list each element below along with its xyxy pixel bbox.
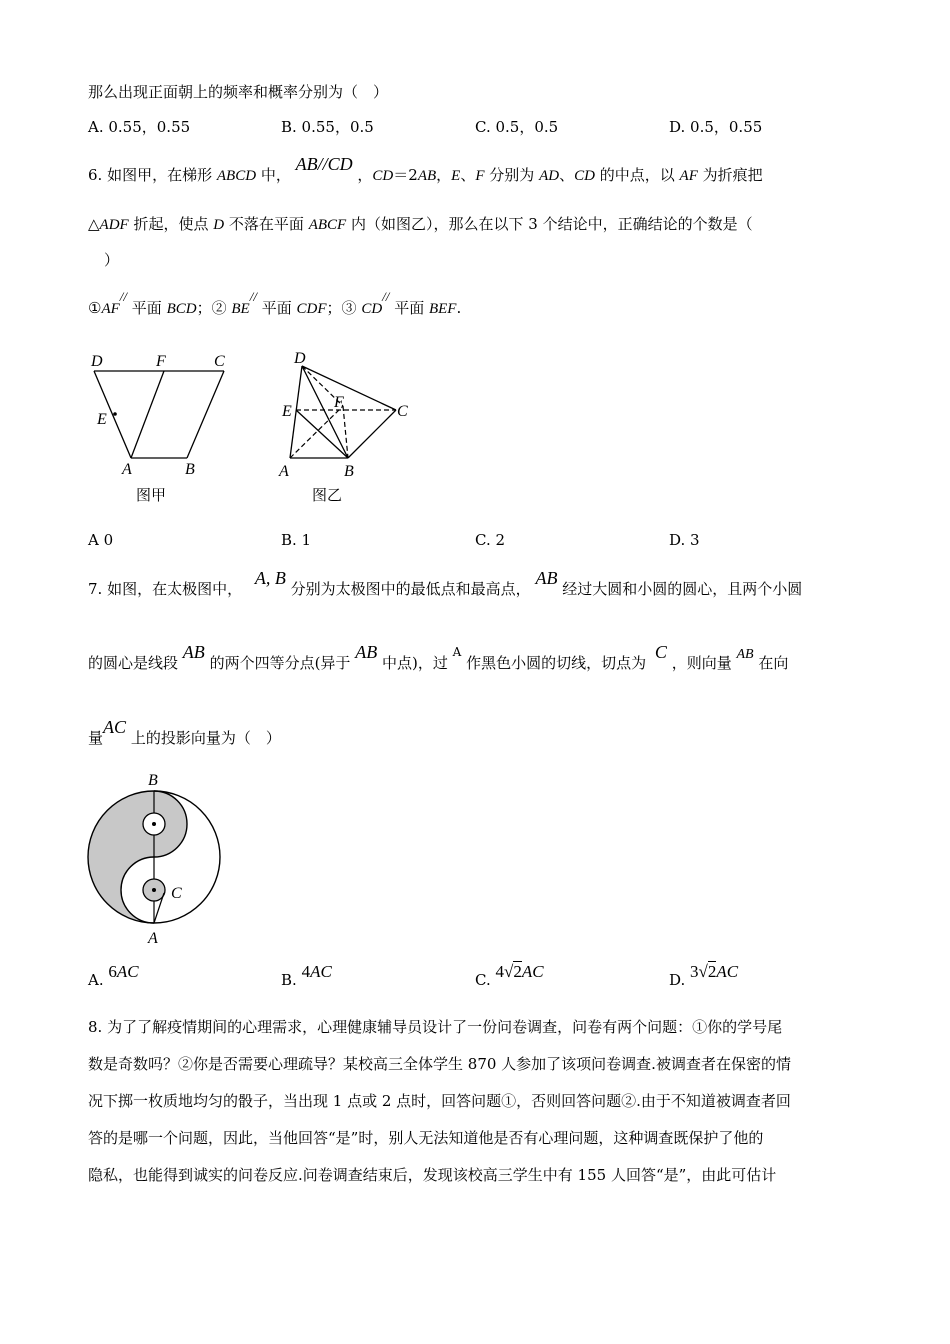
taiji-label-b: B bbox=[148, 772, 158, 789]
q7-line-2: 的圆心是线段 AB 的两个四等分点(异于 AB 中点)，过 $^A$ 作黑色小圆的切线，切点为 C ，则向量 AB 在向 bbox=[88, 642, 789, 672]
q8-line-1: 8. 为了了解疫情期间的心理需求，心理健康辅导员设计了一份问卷调查，问卷有两个问题：①你的学号尾 bbox=[88, 1018, 783, 1036]
q6-line-2: △ADF 折起，使点 D 不落在平面 ABCF 内（如图乙），那么在以下 3 个结论中，正确结论的个数是（ bbox=[88, 215, 753, 233]
fig2-label-e: E bbox=[282, 403, 292, 420]
fig1-label-b: B bbox=[185, 461, 195, 478]
q6-line-1: 6. 如图甲，在梯形 ABCD 中， AB//CD ，CD＝2AB，E、F 分别为 AD、CD 的中点，以 AF 为折痕把 bbox=[88, 154, 763, 184]
q7-line-1: 7. 如图，在太极图中， A, B 分别为太极图中的最低点和最高点， AB 经过大圆和小圆的圆心，且两个小圆 bbox=[88, 568, 803, 598]
q6-option-d: D. 3 bbox=[669, 531, 700, 549]
q6-option-b: B. 1 bbox=[281, 531, 312, 549]
fig1-label-f: F bbox=[156, 353, 166, 370]
q7-math-ab: A, B bbox=[254, 568, 286, 588]
folded-figure-2 bbox=[272, 346, 422, 512]
fig1-label-d: D bbox=[91, 353, 103, 370]
q6-math-parallel: AB//CD bbox=[295, 154, 353, 174]
fig1-caption: 图甲 bbox=[136, 488, 167, 504]
q5-option-c: C. 0.5，0.5 bbox=[475, 118, 559, 136]
q8-line-2: 数是奇数吗？②你是否需要心理疏导？某校高三全体学生 870 人参加了该项问卷调查.被调查者在保密的情 bbox=[88, 1055, 791, 1073]
q7-line-3: 量AC 上的投影向量为（ ） bbox=[88, 717, 281, 747]
fig2-label-d: D bbox=[294, 350, 306, 367]
q7-option-a: A. 6AC bbox=[88, 962, 139, 989]
q5-option-d: D. 0.5，0.55 bbox=[669, 118, 763, 136]
fig1-label-c: C bbox=[214, 353, 225, 370]
q5-option-a: A. 0.55，0.55 bbox=[88, 118, 191, 136]
q7-option-b: B. 4AC bbox=[281, 962, 332, 989]
q6-conclusions: ①AF// 平面 BCD；② BE// 平面 CDF；③ CD// 平面 BEF. bbox=[88, 289, 462, 317]
fig2-label-f: F bbox=[334, 394, 344, 411]
q7-option-c: C. 4√2AC bbox=[475, 962, 544, 989]
trapezoid-figure-1 bbox=[84, 346, 244, 512]
fig2-caption: 图乙 bbox=[312, 488, 343, 504]
fig2-label-b: B bbox=[344, 463, 354, 480]
q8-line-5: 隐私，也能得到诚实的问卷反应.问卷调查结束后，发现该校高三学生中有 155 人回答“是”，由此可估计 bbox=[88, 1166, 777, 1184]
q6-option-c: C. 2 bbox=[475, 531, 506, 549]
q7-math-ab-2: AB bbox=[535, 568, 558, 588]
fig2-label-a: A bbox=[279, 463, 289, 480]
q6-option-a: A 0 bbox=[88, 531, 114, 549]
taiji-label-c: C bbox=[171, 885, 182, 902]
q6-line-3: ） bbox=[104, 251, 120, 269]
q8-line-4: 答的是哪一个问题，因此，当他回答“是”时，别人无法知道他是否有心理问题，这种调查既保护了他的 bbox=[88, 1129, 764, 1147]
fig2-label-c: C bbox=[397, 403, 408, 420]
taiji-figure bbox=[84, 765, 234, 950]
fig1-label-e: E bbox=[97, 411, 107, 428]
q7-option-d: D. 3√2AC bbox=[669, 962, 739, 989]
q8-line-3: 况下掷一枚质地均匀的骰子，当出现 1 点或 2 点时，回答问题①，否则回答问题②.由于不知道被调查者回 bbox=[88, 1092, 791, 1110]
taiji-label-a: A bbox=[148, 930, 158, 947]
q5-option-b: B. 0.55，0.5 bbox=[281, 118, 374, 136]
fig1-label-a: A bbox=[122, 461, 132, 478]
q5-stem: 那么出现正面朝上的频率和概率分别为（ ） bbox=[88, 83, 389, 101]
